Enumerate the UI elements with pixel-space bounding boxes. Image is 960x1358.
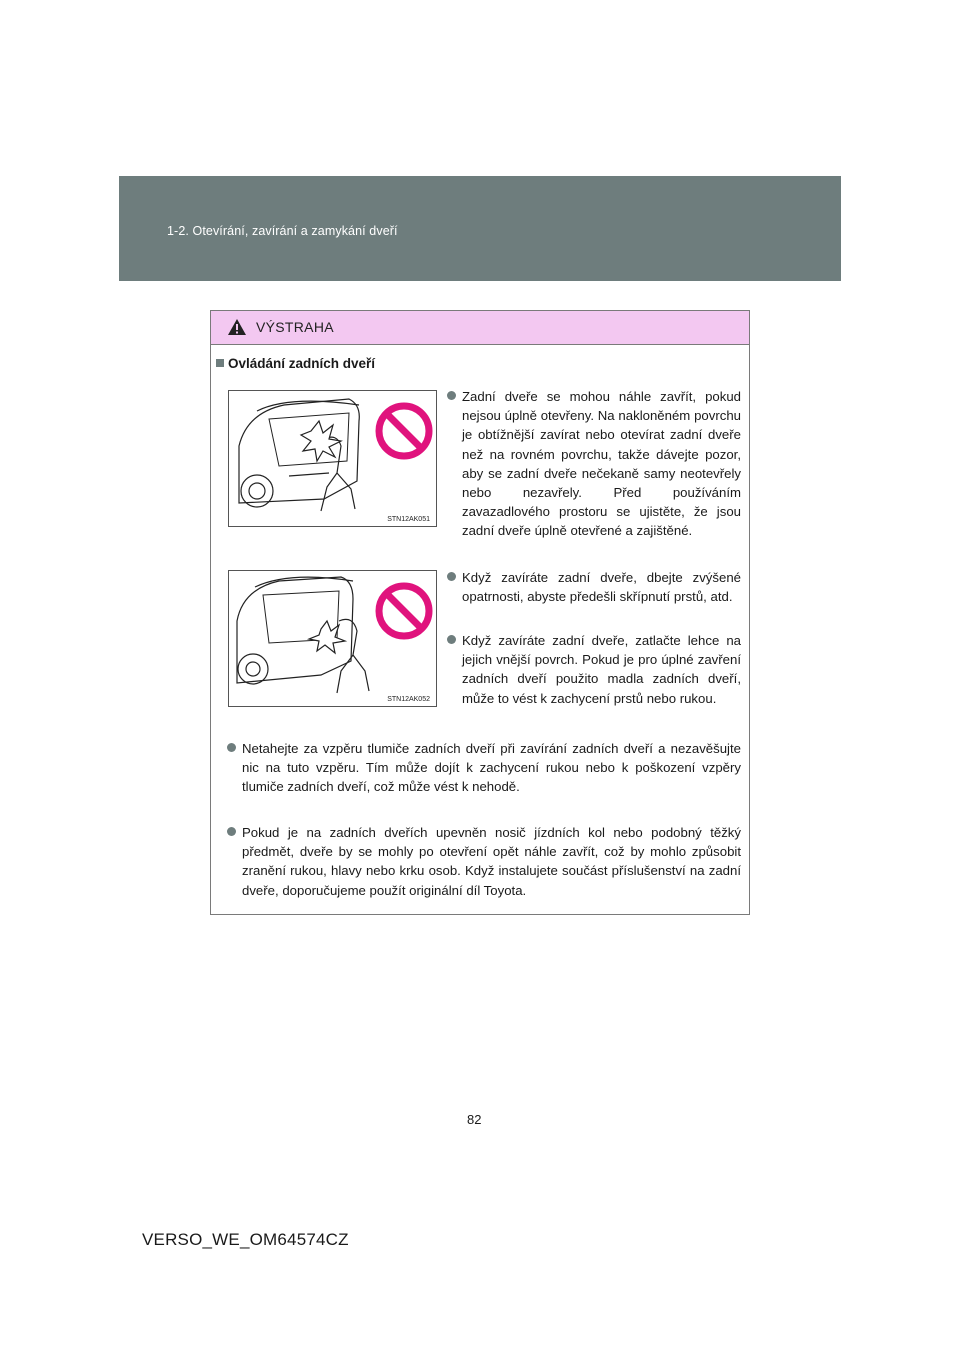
warning-triangle-icon [227,318,247,336]
bullet-icon [227,827,236,836]
section-breadcrumb: 1-2. Otevírání, zavírání a zamykání dveří [167,224,398,238]
document-code: VERSO_WE_OM64574CZ [142,1230,349,1249]
car-hatch-illustration [229,571,436,706]
list-item: Pokud je na zadních dveřích upevněn nosič jízdních kol nebo podobný těžký předmět, dveře by se mohly po otevření opět náhle zavřít, což by mohlo způsobit zranění rukou, hlavy nebo krku osob. Když instalujete součást příslušenství na zadní dveře, doporučujeme použít originální díl Toyota. [227,823,741,900]
header-band [119,176,841,281]
car-hatch-illustration [229,391,436,526]
bullet-icon [447,572,456,581]
warning-box [210,310,750,915]
list-item: Netahejte za vzpěru tlumiče zadních dveří při zavírání zadních dveří a nezavěšujte nic na tuto vzpěru. Tím může dojít k zachycení rukou nebo k poškození vzpěry tlumiče zadních dveří, což může vést k nehodě. [227,739,741,797]
prohibition-icon [379,586,429,636]
warning-header [211,311,749,345]
page-number: 82 [467,1112,482,1127]
list-item: Když zavíráte zadní dveře, zatlačte lehce na jejich vnější povrch. Pokud je pro úplné zavření zadních dveří použito madla zadních dveří, může to vést k zachycení prstů nebo rukou. [447,631,741,708]
illustration-hatch-closing [228,390,437,527]
bullet-icon [447,635,456,644]
illustration-finger-pinch [228,570,437,707]
list-item: Zadní dveře se mohou náhle zavřít, pokud nejsou úplně otevřeny. Na nakloněném povrchu je obtížnější zavírat nebo otevírat zadní dveře než na rovném povrchu, takže dávejte pozor, aby se zadní dveře nečekaně samy neotevřely nebo nezavřely. Před používáním zavazadlového prostoru se ujistěte, že jsou zadní dveře úplně otevřené a zajištěné. [447,387,741,541]
bullet-icon [227,743,236,752]
bullet-icon [447,391,456,400]
prohibition-icon [379,406,429,456]
section-title: Ovládání zadních dveří [216,356,375,371]
warning-title: VÝSTRAHA [256,319,334,335]
illustration-code: STN12AK052 [387,696,430,703]
illustration-code: STN12AK051 [387,516,430,523]
list-item: Když zavíráte zadní dveře, dbejte zvýšené opatrnosti, abyste předešli skřípnutí prstů, atd. [447,568,741,606]
square-bullet-icon [216,359,224,367]
